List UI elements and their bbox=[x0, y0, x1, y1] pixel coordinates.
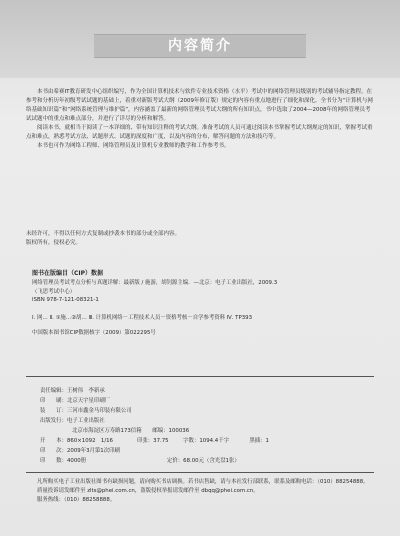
footer-paragraph: 凡所购买电子工业出版社图书有缺损问题，请向购买书店调换。若书店售缺，请与本社发行部联系，联系及邮购电话：（010）88254888。 bbox=[37, 479, 369, 485]
printer-value: 北京天宇星印刷厂 bbox=[66, 398, 111, 404]
copyright-notice bbox=[26, 230, 376, 248]
plates-label: 黑插： bbox=[249, 438, 266, 444]
sheets-label: 印张： bbox=[136, 438, 154, 444]
footer-paragraph: 质量投诉请发邮件至 zlts@phei.com.cn，盗版侵权举报请发邮件至 dbqq@phei.com.cn。 bbox=[37, 488, 259, 494]
intro-section bbox=[26, 88, 376, 151]
plates-value: 1 bbox=[265, 438, 269, 444]
intro-paragraph: 本书由希赛IT教育研发中心组织编写，作为全国计算机技术与软件专业技术资格（水平）考试中的网络管理员级别的考试辅导指定教程。在参考和分析历年初级考试试题的基础上，着重对新版考试大纲（2009年修订版）规定的内容有重点地进行了细化和深化。全书分为“计算机与网络基础知识篇”和“网络系统管理与维护篇”，内容涵盖了最新的网络管理员考试大纲的所有知识点，书中选取了2004—2008年的网络管理员考试试题中的重点和难点部分，并进行了详尽的分析和解答。 bbox=[26, 89, 373, 122]
edition-value: 2009年3月第1次印刷 bbox=[66, 448, 120, 454]
cip-classification: Ⅰ. 网… Ⅱ. ①施…②胡… Ⅲ. 计算机网络－工程技术人员－资格考核－自学参考资料 Ⅳ. TP393 bbox=[32, 315, 253, 322]
footer-paragraph: 服务热线：（010）88258888。 bbox=[37, 497, 116, 503]
price-value: 68.00元（含光盘1张） bbox=[183, 458, 240, 464]
binder-label: 装 订： bbox=[40, 408, 67, 414]
publisher-label: 出版发行： bbox=[40, 418, 67, 424]
editor-value: 王树伟 李新承 bbox=[66, 388, 105, 394]
price-label: 定价： bbox=[166, 458, 184, 464]
title-bar bbox=[94, 34, 306, 58]
count-label: 印 数： bbox=[40, 458, 67, 464]
divider bbox=[26, 472, 374, 473]
publication-info bbox=[40, 386, 380, 466]
binder-value: 三河市鑫金马印装有限公司 bbox=[66, 408, 132, 414]
publisher-address: 北京市海淀区万寿路173信箱 邮编：100036 bbox=[72, 428, 190, 434]
words-value: 1094.4千字 bbox=[199, 438, 229, 444]
printer-label: 印 刷： bbox=[40, 398, 67, 404]
format-value: 860×1092 1/16 bbox=[66, 438, 113, 444]
cip-series: （飞思考试中心） bbox=[32, 288, 76, 295]
intro-paragraph: 本书也可作为网络工程师、网络管理员及计算机专业教师的教学和工作参考书。 bbox=[37, 143, 230, 149]
copyright-line: 未经许可，不得以任何方式复制或抄袭本书的部分或全部内容。 bbox=[26, 231, 181, 237]
copyright-line: 版权所有，侵权必究。 bbox=[26, 240, 82, 246]
footer-notes bbox=[26, 478, 376, 505]
edition-label: 印 次： bbox=[40, 448, 67, 454]
cip-heading: 图书在版编目（CIP）数据 bbox=[32, 270, 104, 277]
publisher-value: 电子工业出版社 bbox=[66, 418, 105, 424]
format-label: 开 本： bbox=[40, 438, 67, 444]
page-title: 内容简介 bbox=[168, 38, 232, 54]
intro-paragraph: 阅读本书，就相当于阅读了一本详细的、带有知识注释的考试大纲。准备考试的人员可通过阅读本书掌握考试大纲规定的知识，掌握考试重点和难点，熟悉考试方法、试题形式、试题的深度和广度，以及内容的分布，解答问题的方法和技巧等。 bbox=[26, 125, 373, 140]
cip-line: 网络管理员考试考点分析与真题详解：最新版 / 施游，胡钊源主编．—北京：电子工业出版社，2009.3 bbox=[32, 279, 278, 286]
count-value: 4000册 bbox=[66, 458, 87, 464]
cip-block bbox=[32, 270, 372, 338]
cip-isbn: ISBN 978-7-121-08321-1 bbox=[32, 297, 99, 304]
sheets-value: 37.75 bbox=[153, 438, 169, 444]
divider bbox=[26, 376, 374, 377]
cip-record: 中国版本图书馆CIP数据核字（2009）第022295号 bbox=[32, 329, 156, 336]
words-label: 字数： bbox=[183, 438, 200, 444]
editor-label: 责任编辑： bbox=[40, 388, 67, 394]
